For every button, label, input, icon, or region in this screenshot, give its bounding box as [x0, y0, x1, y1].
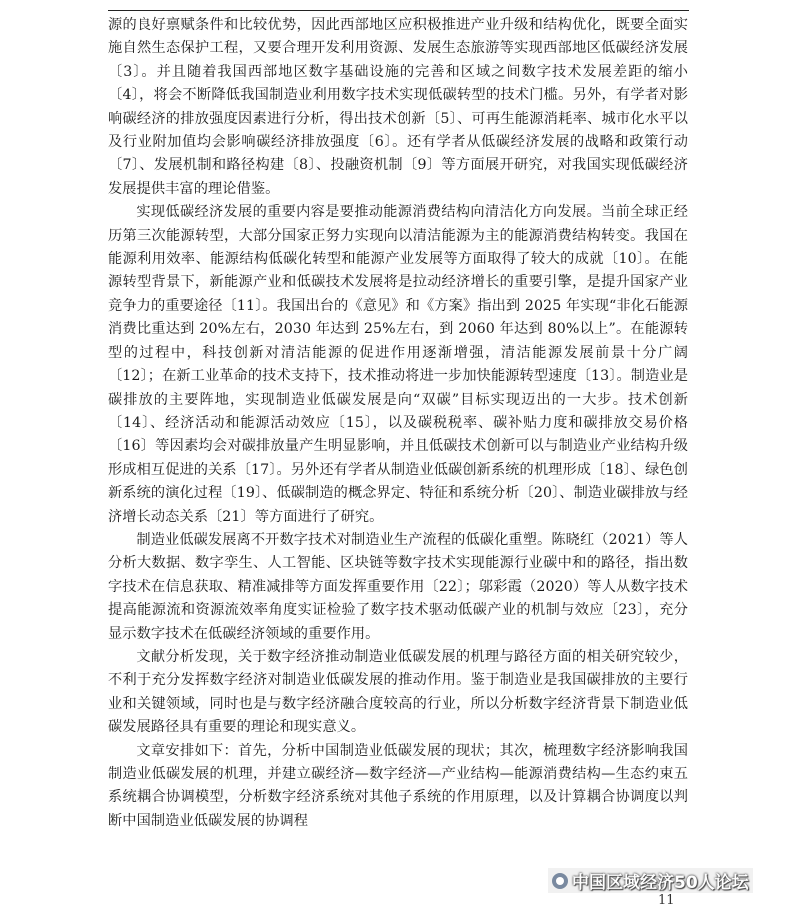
watermark-text: 中国区域经济50人论坛	[572, 873, 749, 893]
paragraph-digital-technology: 制造业低碳发展离不开数字技术对制造业生产流程的低碳化重塑。陈晓红（2021）等人分析大数据、数字孪生、人工智能、区块链等数字技术实现能源行业碳中和的路径，指出数字技术在信息获取、精准减排等方面发挥重要作用〔22〕；邬彩霞（2020）等人从数字技术提高能源流和资源流效率角度实证检验了数字技术驱动低碳产业的机制与效应〔23〕，充分显示数字技术在低碳经济领域的重要作用。	[108, 531, 688, 642]
paragraph-literature-lowcarbon: 源的良好禀赋条件和比较优势，因此西部地区应积极推进产业升级和结构优化，既要全面实施自然生态保护工程，又要合理开发利用资源、发展生态旅游等实现西部地区低碳经济发展〔3〕。并且随着我国西部地区数字基础设施的完善和区域之间数字技术发展差距的缩小〔4〕，将会不断降低我国制造业利用数字技术实现低碳转型的技术门槛。另外，有学者对影响碳经济的排放强度因素进行分析，得出技术创新〔5〕、可再生能源消耗率、城市化水平以及行业附加值均会影响碳经济排放强度〔6〕。还有学者从低碳经济发展的战略和政策行动〔7〕、发展机制和路径构建〔8〕、投融资机制〔9〕等方面展开研究，对我国实现低碳经济发展提供丰富的理论借鉴。	[108, 17, 688, 197]
article-body	[108, 14, 688, 833]
paragraph-energy-transition: 实现低碳经济发展的重要内容是要推动能源消费结构向清洁化方向发展。当前全球正经历第三次能源转型，大部分国家正努力实现向以清洁能源为主的能源消费结构转变。我国在能源利用效率、能源结构低碳化转型和能源产业发展等方面取得了较大的成就〔10〕。在能源转型背景下，新能源产业和低碳技术发展将是拉动经济增长的重要引擎，是提升国家产业竞争力的重要途径〔11〕。我国出台的《意见》和《方案》指出到 2025 年实现“非化石能源消费比重达到 20%左右，2030 年达到 25%左右，到 2060 年达到 80%以上”。在能源转型的过程中，科技创新对清洁能源的促进作用逐渐增强，清洁能源发展前景十分广阔〔12〕；在新工业革命的技术支持下，技术推动将进一步加快能源转型速度〔13〕。制造业是碳排放的主要阵地，实现制造业低碳发展是向“双碳”目标实现迈出的一大步。技术创新〔14〕、经济活动和能源活动效应〔15〕，以及碳税税率、碳补贴力度和碳排放交易价格〔16〕等因素均会对碳排放量产生明显影响，并且低碳技术创新可以与制造业产业结构升级形成相互促进的关系〔17〕。另外还有学者从制造业低碳创新系统的机理形成〔18〕、绿色创新系统的演化过程〔19〕、低碳制造的概念界定、特征和系统分析〔20〕、制造业碳排放与经济增长动态关系〔21〕等方面进行了研究。	[108, 204, 688, 525]
paragraph-literature-gap: 文献分析发现，关于数字经济推动制造业低碳发展的机理与路径方面的相关研究较少，不利于充分发挥数字经济对制造业低碳发展的推动作用。鉴于制造业是我国碳排放的主要行业和关键领域，同时也是与数字经济融合度较高的行业，所以分析数字经济背景下制造业低碳发展路径具有重要的理论和现实意义。	[108, 648, 688, 736]
paragraph-article-structure: 文章安排如下：首先，分析中国制造业低碳发展的现状；其次，梳理数字经济影响我国制造业低碳发展的机理，并建立碳经济—数字经济—产业结构—能源消费结构—生态约束五系统耦合协调模型，分析数字经济系统对其他子系统的作用原理，以及计算耦合协调度以判断中国制造业低碳发展的协调程	[108, 742, 688, 829]
header-rule	[108, 10, 689, 11]
wechat-logo-icon	[552, 873, 568, 889]
watermark	[548, 868, 753, 893]
page-number: 11	[658, 893, 675, 908]
